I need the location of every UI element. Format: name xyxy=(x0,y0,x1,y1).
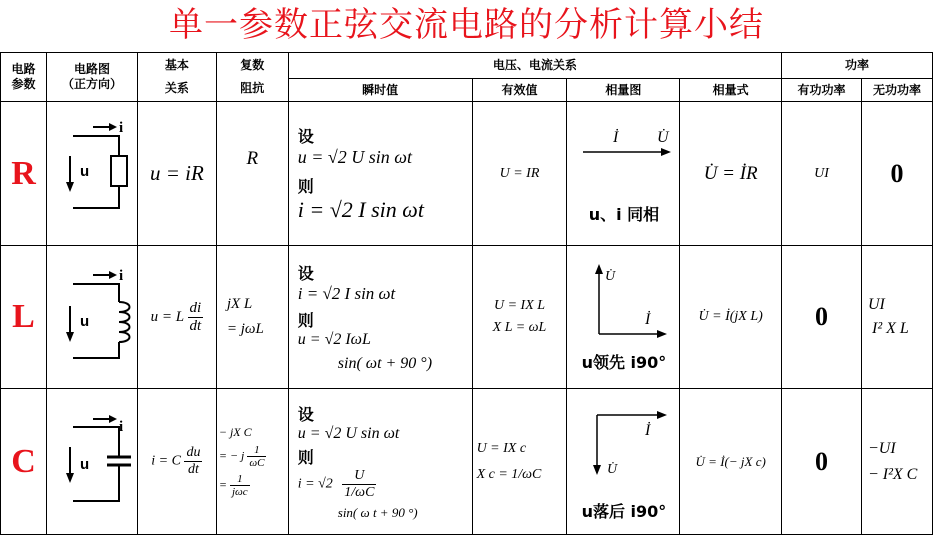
circuit-diagram-c xyxy=(46,389,137,535)
header-phasor-eq: 相量式 xyxy=(680,79,782,102)
active-power-l: 0 xyxy=(782,246,862,389)
row-l xyxy=(1,246,933,389)
page-title: 单一参数正弦交流电路的分析计算小结 xyxy=(169,5,764,45)
param-label: L xyxy=(1,246,47,389)
phasor-axes-icon xyxy=(579,258,674,340)
svg-text:U̇: U̇ xyxy=(657,129,669,146)
header-param: 电路 参数 xyxy=(1,53,47,102)
phasor-diagram-l xyxy=(567,246,680,389)
header-instant: 瞬时值 xyxy=(288,79,472,102)
header-phasor-diagram: 相量图 xyxy=(567,79,680,102)
header-active: 有功功率 xyxy=(782,79,862,102)
phasor-arrow-icon xyxy=(575,124,675,164)
instant-c: 设 u = √2 U sin ωt 则 i = √2 $\frac{U}{1/\omega C}$ sin( ω t + 90 °) xyxy=(288,389,472,535)
rms-c: U = IX c X c = 1/ωC xyxy=(472,389,567,535)
inductor-circuit-icon xyxy=(47,246,137,384)
phasor-diagram-c xyxy=(567,389,680,535)
basic-relation-l: u = L $\frac{di}{dt}$ xyxy=(137,246,216,389)
capacitor-circuit-icon xyxy=(47,389,137,530)
impedance-r: R xyxy=(216,102,288,246)
resistor-circuit-icon xyxy=(47,102,137,241)
rms-l: U = IX L X L = ωL xyxy=(472,246,567,389)
circuit-diagram-l xyxy=(46,246,137,389)
phasor-axes-icon xyxy=(585,405,675,481)
header-diagram: 电路图 （正方向） xyxy=(46,53,137,102)
param-label: C xyxy=(1,389,47,535)
active-power-r: UI xyxy=(782,102,862,246)
svg-text:İ: İ xyxy=(645,311,651,328)
svg-text:İ: İ xyxy=(645,422,651,439)
basic-relation-c: i = C $\frac{du}{dt}$ xyxy=(137,389,216,535)
circuit-u-label: u xyxy=(79,456,90,473)
circuit-i-label: i xyxy=(118,120,124,136)
circuit-i-label: i xyxy=(118,268,124,284)
header-vi: 电压、电流关系 xyxy=(288,53,781,79)
instant-l: 设 i = √2 I sin ωt 则 u = √2 IωL sin( ωt + 90 °) xyxy=(288,246,472,389)
phasor-note-r: u、i 同相 xyxy=(588,205,660,224)
header-reactive: 无功功率 xyxy=(861,79,932,102)
phasor-eq-l: U̇ = İ(jX L) xyxy=(680,246,782,389)
reactive-power-l: UI I² X L xyxy=(861,246,932,389)
svg-text:İ: İ xyxy=(613,129,619,146)
phasor-eq-r: U̇ = İR xyxy=(680,102,782,246)
phasor-diagram-r xyxy=(567,102,680,246)
reactive-power-c: −UI − I²X C xyxy=(861,389,932,535)
phasor-eq-c: U̇ = İ(− jX c) xyxy=(680,389,782,535)
active-power-c: 0 xyxy=(782,389,862,535)
svg-text:U̇: U̇ xyxy=(605,269,616,284)
header-basic: 基本 关系 xyxy=(137,53,216,102)
circuit-u-label: u xyxy=(79,313,90,330)
impedance-l: jX L = jωL xyxy=(216,246,288,389)
header-impedance: 复数 阻抗 xyxy=(216,53,288,102)
summary-table xyxy=(0,52,933,535)
param-label: R xyxy=(1,102,47,246)
reactive-power-r: 0 xyxy=(861,102,932,246)
row-r xyxy=(1,102,933,246)
circuit-diagram-r xyxy=(46,102,137,246)
header-power: 功率 xyxy=(782,53,933,79)
impedance-c: − jX C = − j $\frac{1}{\omega C}$ = $\frac{1}{\text{jωc}}$ xyxy=(216,389,288,535)
phasor-note-l: u领先 i90° xyxy=(581,353,667,372)
svg-text:U̇: U̇ xyxy=(607,462,618,477)
basic-relation-r: u = iR xyxy=(137,102,216,246)
phasor-note-c: u落后 i90° xyxy=(581,502,667,521)
circuit-u-label: u xyxy=(79,163,90,180)
rms-r: U = IR xyxy=(472,102,567,246)
row-c xyxy=(1,389,933,535)
circuit-i-label: i xyxy=(118,419,124,435)
header-rms: 有效值 xyxy=(472,79,567,102)
instant-r: 设 u = √2 U sin ωt 则 i = √2 I sin ωt xyxy=(288,102,472,246)
